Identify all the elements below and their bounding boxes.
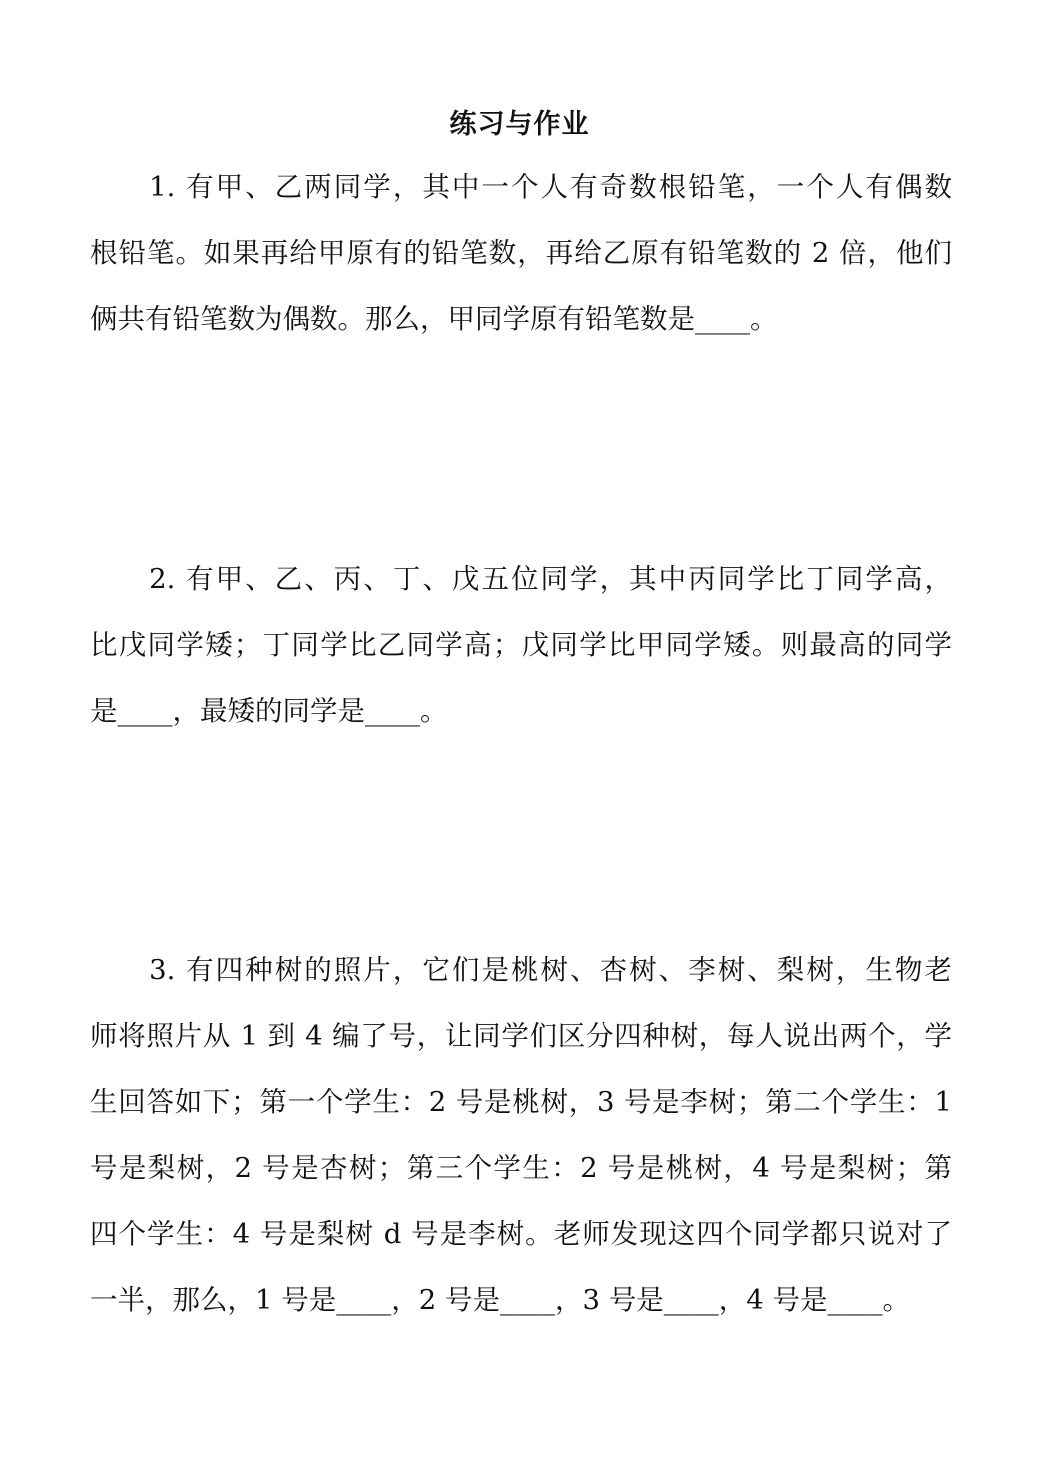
question-line: 1. 有甲、乙两同学，其中一个人有奇数根铅笔，一个人有偶数 bbox=[90, 171, 952, 203]
question-3 bbox=[90, 937, 952, 1333]
question-1 bbox=[90, 154, 952, 352]
page-title: 练习与作业 bbox=[449, 109, 590, 140]
question-line: 俩共有铅笔数为偶数。那么，甲同学原有铅笔数是____。 bbox=[90, 303, 778, 335]
question-line: 是____，最矮的同学是____。 bbox=[90, 695, 448, 727]
question-line: 比戊同学矮；丁同学比乙同学高；戊同学比甲同学矮。则最高的同学 bbox=[90, 629, 952, 661]
question-line: 号是梨树，2 号是杏树；第三个学生：2 号是桃树，4 号是梨树；第 bbox=[90, 1152, 952, 1184]
question-line: 师将照片从 1 到 4 编了号，让同学们区分四种树，每人说出两个，学 bbox=[90, 1020, 952, 1052]
question-2 bbox=[90, 546, 952, 744]
question-line: 生回答如下；第一个学生：2 号是桃树，3 号是李树；第二个学生：1 bbox=[90, 1086, 952, 1118]
question-line: 3. 有四种树的照片，它们是桃树、杏树、李树、梨树，生物老 bbox=[90, 954, 952, 986]
question-line: 一半，那么，1 号是____，2 号是____，3 号是____，4 号是____。 bbox=[90, 1284, 910, 1316]
question-line: 根铅笔。如果再给甲原有的铅笔数，再给乙原有铅笔数的 2 倍，他们 bbox=[90, 237, 952, 269]
question-line: 四个学生：4 号是梨树 d 号是李树。老师发现这四个同学都只说对了 bbox=[90, 1218, 952, 1250]
question-line: 2. 有甲、乙、丙、丁、戊五位同学，其中丙同学比丁同学高， bbox=[90, 563, 952, 595]
